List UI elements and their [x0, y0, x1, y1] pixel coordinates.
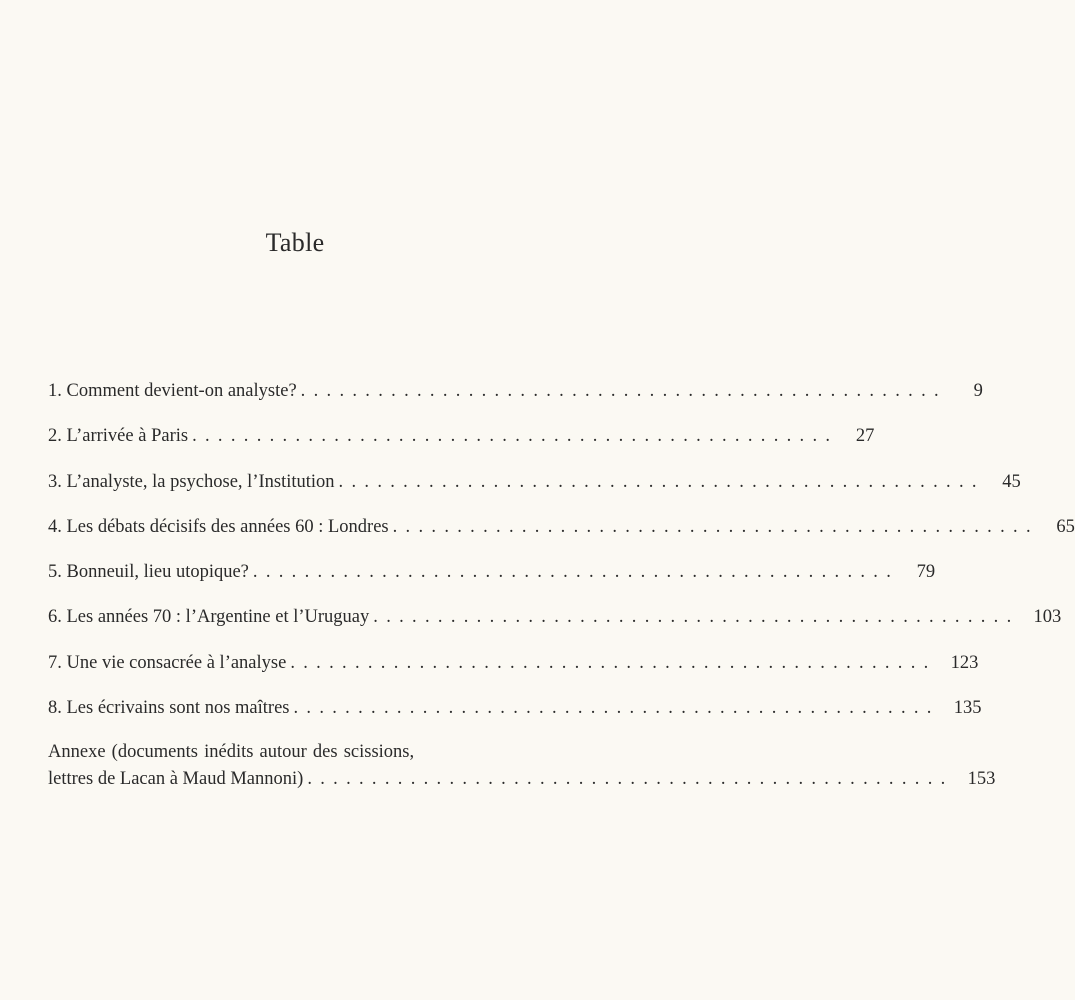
toc-entry-page: 103 — [1033, 607, 1062, 628]
toc-entry-label: 7. Une vie consacrée à l’analyse — [48, 652, 287, 673]
toc-entry-page: 9 — [973, 381, 983, 401]
dot-leader: .................................................. — [293, 698, 940, 719]
toc-entry-8 — [48, 693, 982, 738]
toc-entry-label: 3. L’analyste, la psychose, l’Institution — [48, 471, 335, 492]
annex-label-line-2: lettres de Lacan à Maud Mannoni) — [48, 769, 304, 790]
toc-entry-page: 79 — [916, 562, 936, 583]
toc-entry-page: 45 — [1002, 471, 1021, 492]
dot-leader: .................................................. — [290, 652, 937, 673]
toc-entry-label: 2. L’arrivée à Paris — [48, 426, 189, 447]
toc-entry-5 — [48, 557, 936, 602]
toc-entry-label: 5. Bonneuil, lieu utopique? — [48, 562, 249, 583]
toc-entry-annex — [48, 740, 996, 794]
page-title: Table — [265, 228, 325, 257]
toc-entry-page: 153 — [967, 769, 996, 790]
toc-entry-2 — [48, 421, 875, 466]
toc-entry-label: 6. Les années 70 : l’Argentine et l’Uruguay — [48, 607, 370, 628]
dot-leader: .................................................. — [300, 381, 947, 401]
toc-entry-6 — [48, 602, 1062, 647]
toc-entry-page: 135 — [953, 698, 982, 719]
toc-entry-label: 8. Les écrivains sont nos maîtres — [48, 698, 290, 719]
toc-entry-label: 1. Comment devient-on analyste? — [48, 381, 297, 401]
toc-entry-page: 123 — [950, 652, 979, 673]
dot-leader: .................................................. — [252, 562, 900, 583]
toc-entry-page: 65 — [1056, 516, 1075, 537]
annex-label-line-1: Annexe (documents inédits autour des scissions, — [48, 742, 415, 763]
toc-entry-4 — [48, 512, 1075, 557]
dot-leader: .................................................. — [338, 471, 985, 492]
dot-leader: .................................................. — [392, 516, 1039, 537]
dot-leader: .................................................. — [307, 769, 954, 790]
dot-leader: .................................................. — [192, 426, 839, 447]
toc-entry-1 — [48, 376, 983, 421]
toc-entry-7 — [48, 648, 979, 693]
toc-entry-label: 4. Les débats décisifs des années 60 : Londres — [48, 516, 389, 537]
table-of-contents — [48, 376, 1075, 794]
dot-leader: .................................................. — [373, 607, 1020, 628]
toc-entry-3 — [48, 467, 1021, 512]
toc-entry-page: 27 — [855, 426, 875, 447]
